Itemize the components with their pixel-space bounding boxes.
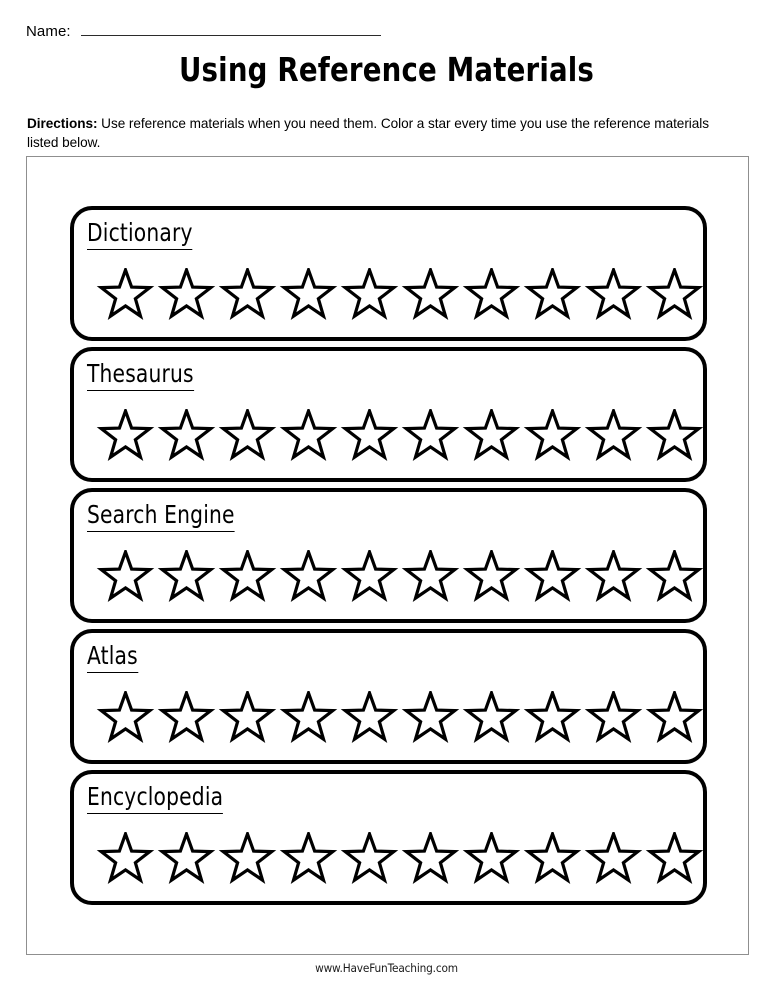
star-track	[96, 832, 704, 889]
star-icon[interactable]	[401, 832, 460, 889]
star-icon[interactable]	[645, 832, 704, 889]
star-icon[interactable]	[218, 832, 277, 889]
star-icon[interactable]	[340, 268, 399, 325]
directions-text: Use reference materials when you need them. Color a star every time you use the reference materials listed below.	[27, 116, 709, 151]
star-track	[96, 409, 704, 466]
star-icon[interactable]	[279, 409, 338, 466]
star-icon[interactable]	[584, 832, 643, 889]
directions	[27, 114, 743, 153]
reference-row	[70, 347, 707, 482]
star-icon[interactable]	[96, 409, 155, 466]
reference-row-label: Encyclopedia	[87, 783, 223, 814]
star-track	[96, 550, 704, 607]
reference-row	[70, 629, 707, 764]
star-icon[interactable]	[462, 268, 521, 325]
star-track	[96, 691, 704, 748]
name-field-row	[26, 20, 446, 44]
reference-row-label: Atlas	[87, 642, 138, 673]
star-icon[interactable]	[523, 832, 582, 889]
star-icon[interactable]	[523, 691, 582, 748]
star-icon[interactable]	[584, 409, 643, 466]
reference-row-label: Thesaurus	[87, 360, 194, 391]
star-icon[interactable]	[96, 268, 155, 325]
reference-row-label: Search Engine	[87, 501, 235, 532]
star-icon[interactable]	[584, 550, 643, 607]
star-icon[interactable]	[157, 409, 216, 466]
star-icon[interactable]	[523, 268, 582, 325]
star-icon[interactable]	[218, 550, 277, 607]
star-icon[interactable]	[279, 832, 338, 889]
star-icon[interactable]	[340, 550, 399, 607]
star-icon[interactable]	[96, 550, 155, 607]
star-icon[interactable]	[401, 691, 460, 748]
star-track	[96, 268, 704, 325]
reference-row	[70, 770, 707, 905]
star-icon[interactable]	[584, 268, 643, 325]
reference-row	[70, 206, 707, 341]
star-icon[interactable]	[645, 691, 704, 748]
star-icon[interactable]	[218, 691, 277, 748]
star-icon[interactable]	[462, 691, 521, 748]
star-icon[interactable]	[401, 409, 460, 466]
star-icon[interactable]	[523, 409, 582, 466]
directions-label: Directions:	[27, 116, 98, 131]
star-icon[interactable]	[340, 409, 399, 466]
star-icon[interactable]	[645, 550, 704, 607]
star-icon[interactable]	[401, 550, 460, 607]
star-icon[interactable]	[645, 268, 704, 325]
star-icon[interactable]	[645, 409, 704, 466]
star-icon[interactable]	[523, 550, 582, 607]
star-icon[interactable]	[96, 832, 155, 889]
reference-row-label: Dictionary	[87, 219, 193, 250]
star-icon[interactable]	[462, 832, 521, 889]
footer-website: www.HaveFunTeaching.com	[315, 961, 458, 975]
reference-row	[70, 488, 707, 623]
star-icon[interactable]	[157, 550, 216, 607]
star-icon[interactable]	[157, 691, 216, 748]
star-icon[interactable]	[96, 691, 155, 748]
star-icon[interactable]	[401, 268, 460, 325]
reference-material-rows	[70, 206, 707, 905]
star-icon[interactable]	[157, 832, 216, 889]
star-icon[interactable]	[279, 268, 338, 325]
star-icon[interactable]	[279, 550, 338, 607]
name-blank-line[interactable]	[81, 20, 381, 36]
star-icon[interactable]	[218, 268, 277, 325]
star-icon[interactable]	[157, 268, 216, 325]
star-icon[interactable]	[340, 691, 399, 748]
star-icon[interactable]	[218, 409, 277, 466]
star-icon[interactable]	[462, 409, 521, 466]
name-label: Name:	[26, 23, 71, 40]
star-icon[interactable]	[279, 691, 338, 748]
star-icon[interactable]	[340, 832, 399, 889]
star-icon[interactable]	[462, 550, 521, 607]
page-title: Using Reference Materials	[178, 50, 595, 89]
star-icon[interactable]	[584, 691, 643, 748]
